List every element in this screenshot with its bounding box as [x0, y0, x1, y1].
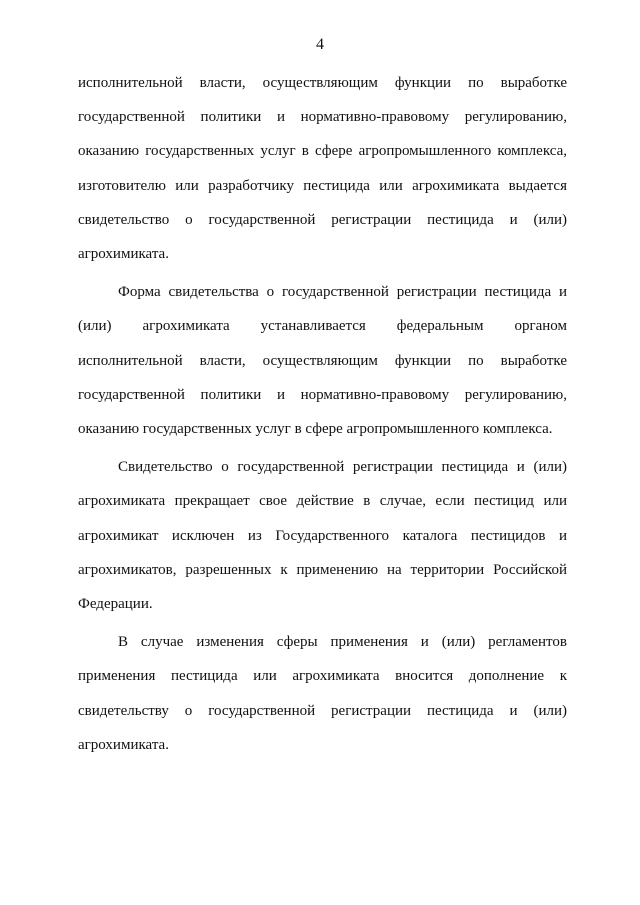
text-line: оказанию государственных услуг в сфере агропромышленного комплекса,: [78, 143, 567, 160]
text-line: государственной политики и нормативно-правовому регулированию,: [78, 386, 567, 403]
text-line: Федерации.: [78, 596, 153, 613]
text-line: Форма свидетельства о государственной регистрации пестицида и: [118, 284, 567, 301]
text-line: агрохимиката.: [78, 246, 169, 263]
page-number: 4: [316, 36, 324, 53]
document-body: [78, 66, 567, 766]
paragraph-3: [78, 450, 567, 621]
text-line: Свидетельство о государственной регистрации пестицида и (или): [118, 459, 567, 476]
text-line: оказанию государственных услуг в сфере агропромышленного комплекса.: [78, 421, 553, 438]
text-line: агрохимикатов, разрешенных к применению на территории Российской: [78, 561, 567, 578]
text-line: исполнительной власти, осуществляющим функции по выработке: [78, 75, 567, 91]
text-line: применения пестицида или агрохимиката вносится дополнение к: [78, 668, 567, 685]
text-line: В случае изменения сферы применения и (или) регламентов: [118, 634, 567, 651]
text-line: исполнительной власти, осуществляющим функции по выработке: [78, 352, 567, 369]
paragraph-1: [78, 66, 567, 271]
text-line: государственной политики и нормативно-правовому регулированию,: [78, 109, 567, 126]
text-line: агрохимиката.: [78, 736, 169, 753]
text-line: (или) агрохимиката устанавливается федеральным органом: [78, 318, 567, 335]
text-line: свидетельство о государственной регистрации пестицида и (или): [78, 211, 567, 228]
text-line: изготовителю или разработчику пестицида или агрохимиката выдается: [78, 177, 567, 194]
text-line: агрохимиката прекращает свое действие в случае, если пестицид или: [78, 493, 567, 510]
paragraph-2: [78, 275, 567, 446]
text-line: свидетельству о государственной регистрации пестицида и (или): [78, 702, 567, 719]
paragraph-4: [78, 625, 567, 762]
text-line: агрохимикат исключен из Государственного каталога пестицидов и: [78, 527, 567, 544]
